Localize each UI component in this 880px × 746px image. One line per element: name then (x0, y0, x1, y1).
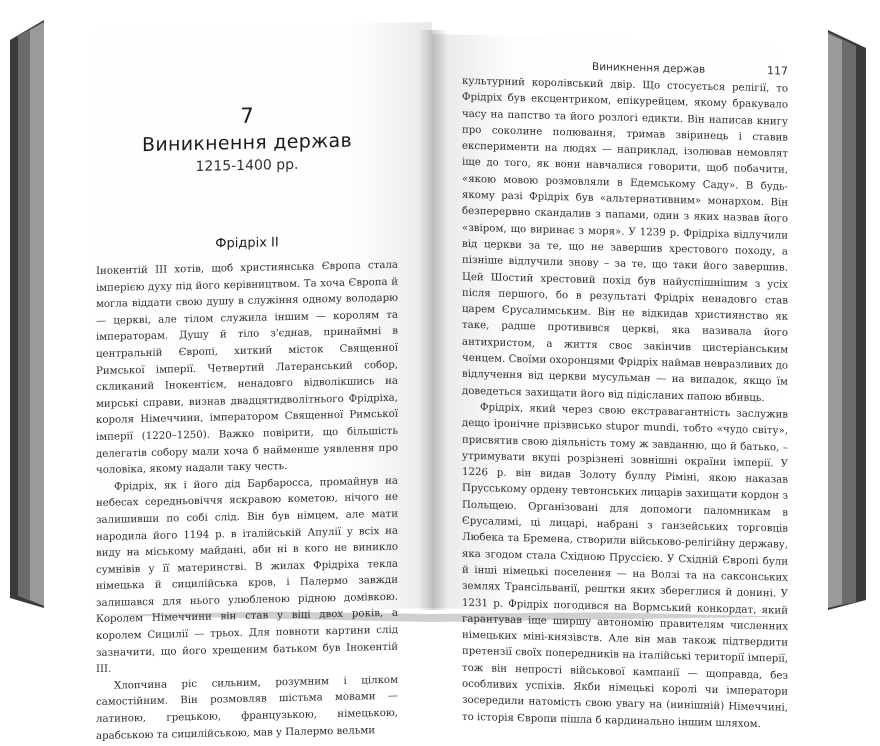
right-paragraph: Фрідріх, який через свою екстравагантність заслужив дещо іронічне прізвисько stupor mundi, тобто «чудо світу», присвятив свою діяльність тому ж завданню, що й батько, – утримувати вкупі розрізнені зовнішні окраїни імперії. У 1226 р. він видав Золоту буллу Ріміні, якою наказав Прусському ордену тевтонських лицарів захищати кордон з Польщею. Організовані для допомоги паломникам в Єрусалимі, ці лицарі, набрані з ганзейських торговців Любека та Бремена, створили військово-релігійну державу, яка згодом стала Східною Пруссією. У Східній Європі були й інші німецькі поселення — на Волзі та на саксонських землях Трансільванії, рештки яких збереглися й донині. У 1231 р. Фрідріх погодився на Вормський конкордат, який гарантував іще ширшу автономію правителям численних німецьких міні-князівств. Але він мав також підтвердити претензії своїх попередників на італійські території імперії, тож він непрості військової кампанії — щоправда, без особливих успіхів. Якби німецькі королі чи імператори зосередили натомість свою увагу на (нинішній) Німеччині, то історія Європи пішла б кардинально іншим шляхом. (462, 402, 788, 730)
page-number: 117 (767, 64, 788, 78)
left-paragraph: Інокентій III хотів, щоб християнська Європа стала імперією духу під його керівництвом. Та хоча Європа й могла віддати свою душу в служіння одному володарю — церкві, але тілом служила іншим — королям та імператорам. Душу й тіло з'єднав, принаймні в центральній Європі, хиткий місток Священної Римської імперії. Четвертий Латеранський собор, скликаний Інокентієм, ненадовго відволікшись на мирські справи, визнав двадцятидволітнього Фрідріха, короля Німеччини, імператором Священної Римської імперії (1220–1250). Важко повірити, що більшість делегатів собору мали хоча б найменше уявлення про чоловіка, якому надали таку честь. (96, 259, 398, 477)
right-paragraph: культурний королівський двір. Що стосується релігії, то Фрідріх був ексцентриком, епікурейцем, якому бракувало часу на папство та його розлогі едикти. Він написав книгу про соколине полювання, тримав звіринець і ставив експерименти на людях — наприклад, ізолював немовлят іще до того, як вони навчалися говорити, щоб побачити, «якою мовою розмовляли в Едемському Саду». В будь-якому разі Фрідріх був «альтернативним» монархом. Він безперервно скандалив з папами, один з яких назвав його «звіром, що виринає з моря». У 1239 р. Фрідріха відлучили від церкви за те, що не завершив хрестового походу, а пізніше відлучили знову – за те, що таки його завершив. Цей Шостий хрестовий похід був найуспішнішим з усіх після першого, бо в результаті Фрідріх ненадовго став царем Єрусалимським. Він не відкидав християнство як таке, радше противився церкві, яка називала його антихристом, а життя своє закінчив цистеріанським ченцем. Своїми охоронцями Фрідріх наймав невразливих до відлучення від церкви мусульман — на випадок, якщо їм доведеться захищати його від підісланих папою вбивць. (462, 75, 788, 404)
chapter-number: 7 (240, 103, 254, 129)
chapter-title: Виникнення держав (142, 129, 352, 157)
running-head: Виникнення держав (592, 60, 706, 76)
section-title: Фрідріх II (215, 235, 279, 252)
left-paragraph: Фрідріх, як і його дід Барбаросса, промайнув на небесах середньовіччя яскравою кометою, нічого не залишивши по собі слід. Він був німцем, але мати народила його 1194 р. в італійській Апулії у всіх на виду на міському майдані, аби ні в кого не виникло сумнівів у її материнстві. В жилах Фрідріха текла німецька й сицилійська кров, і Палермо завжди залишався для нього улюбленою рідною домівкою. Королем Німеччини він став у віці двох років, а королем Сицилії — трьох. Для повноти картини слід зазначити, що його хрещеним батьком був Інокентій III. (96, 475, 398, 676)
left-page (44, 22, 432, 742)
right-stack-shade (828, 34, 842, 608)
left-paragraph: Хлопчина ріс сильним, розумним і цілком самостійним. Він розмовляв шістьма мовами — латиною, грецькою, французькою, німецькою, арабською та сицилійською, мав у Палермо вельми (96, 674, 398, 742)
left-stack-shade (30, 22, 44, 606)
chapter-dates: 1215-1400 рр. (195, 156, 299, 175)
right-page (432, 34, 828, 730)
